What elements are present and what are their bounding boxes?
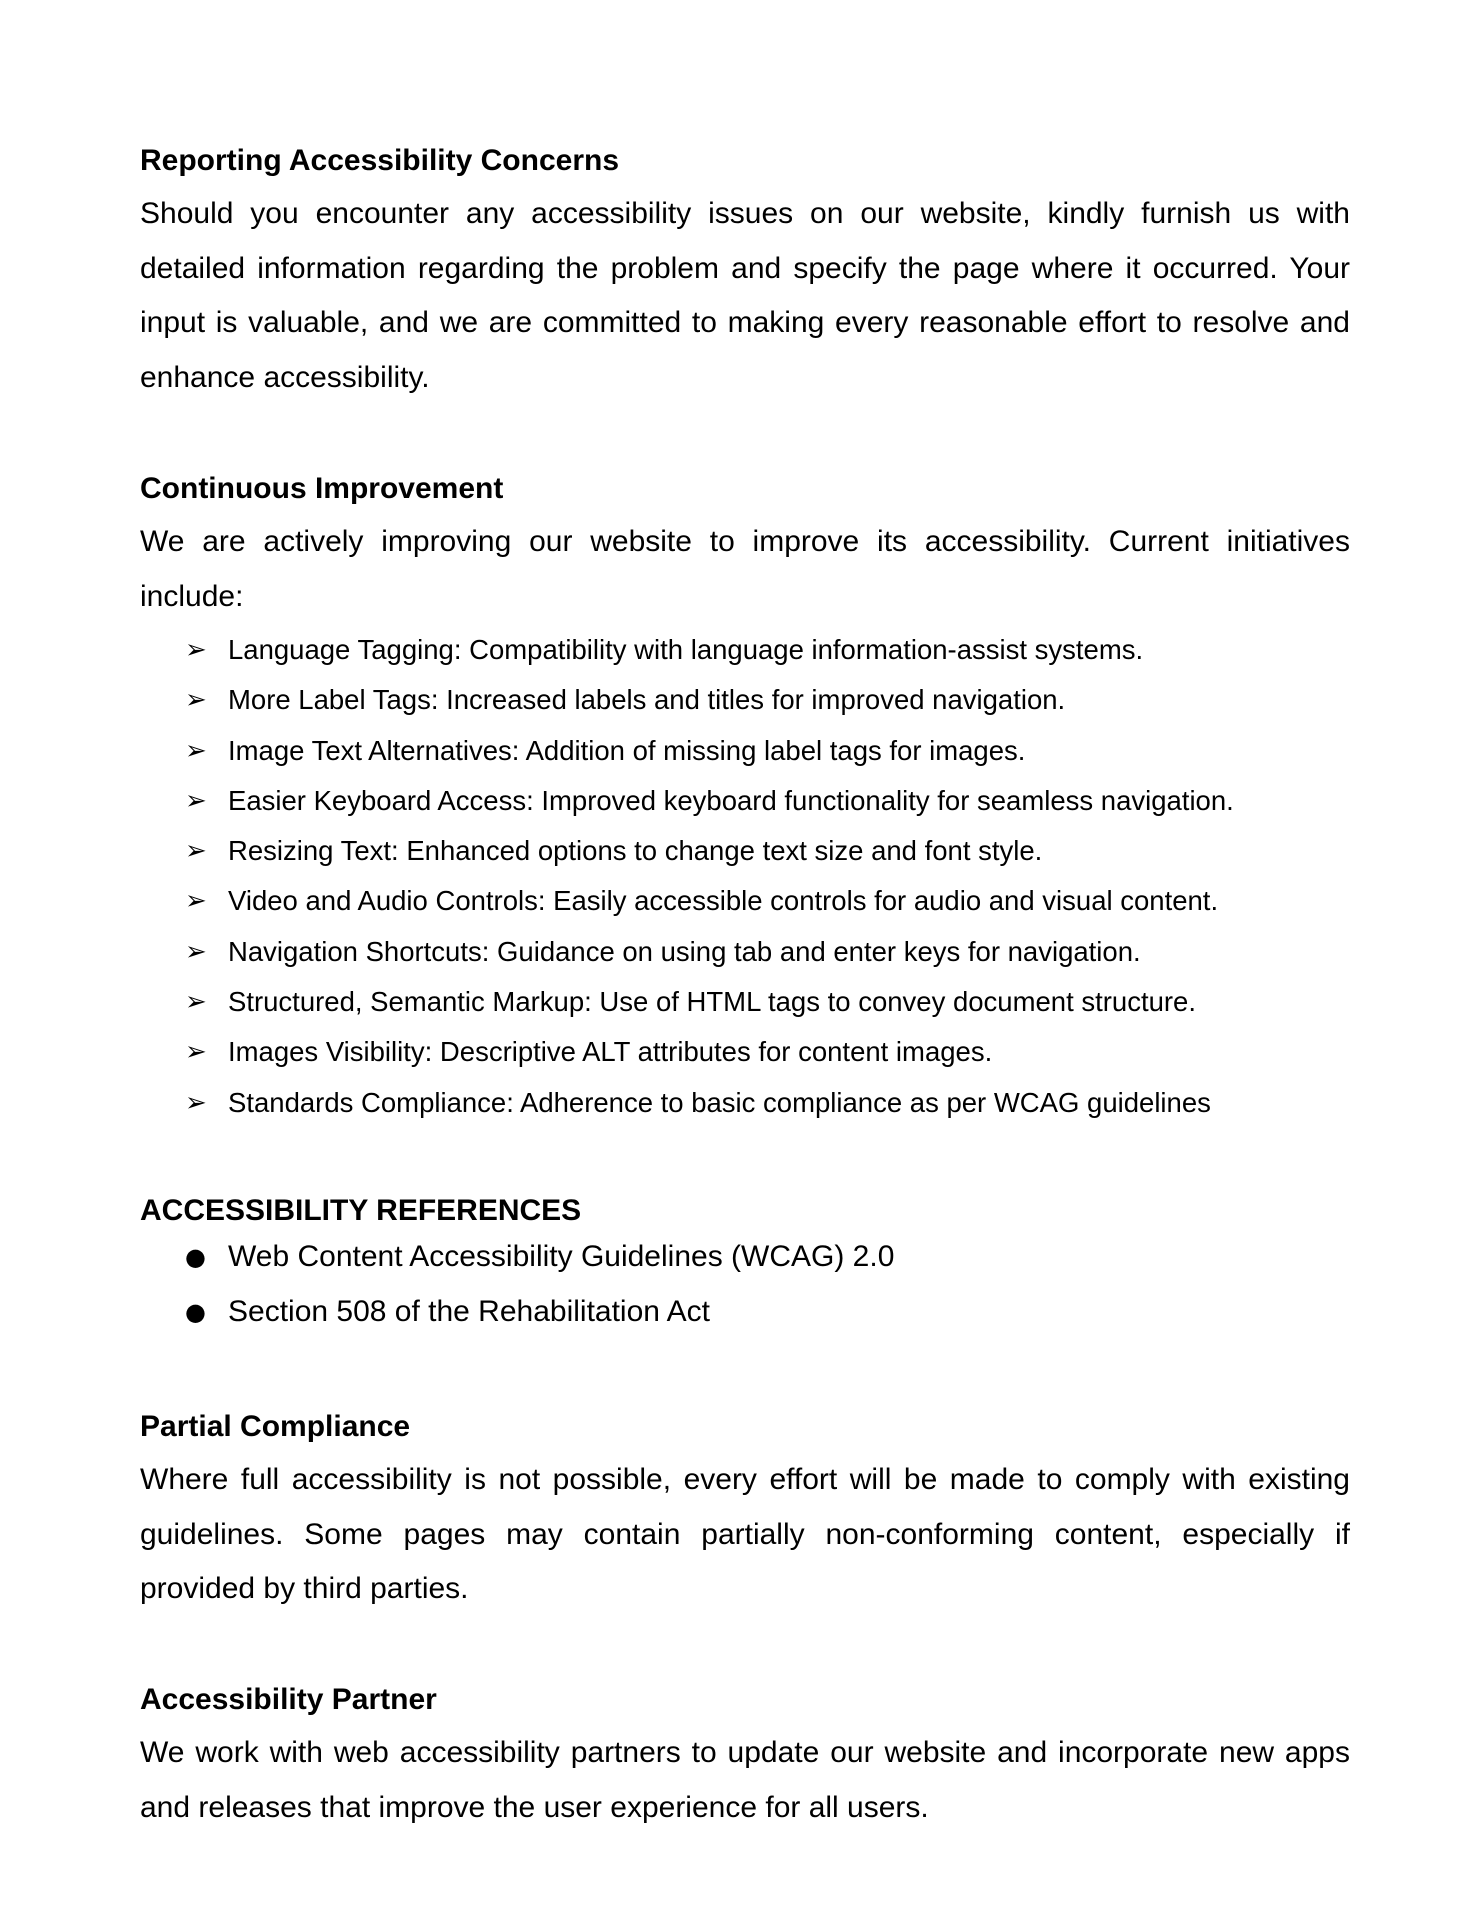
improvement-heading: Continuous Improvement — [140, 472, 504, 505]
arrow-bullet-icon: ➢ — [185, 785, 207, 816]
reference-text: Web Content Accessibility Guidelines (WCAG) 2.0 — [228, 1240, 895, 1273]
arrow-bullet-icon: ➢ — [185, 635, 207, 665]
partial-heading: Partial Compliance — [140, 1410, 411, 1443]
partner-paragraph: We work with web accessibility partners to update our website and incorporate new apps and releases that improve the user experience for all users. — [140, 1736, 1350, 1824]
arrow-bullet-icon: ➢ — [185, 936, 207, 967]
reference-text: Section 508 of the Rehabilitation Act — [228, 1295, 710, 1328]
initiative-text: Image Text Alternatives: Addition of missing label tags for images. — [228, 734, 1026, 766]
arrow-bullet-icon: ➢ — [185, 1087, 207, 1118]
arrow-bullet-icon: ➢ — [185, 886, 207, 917]
partial-paragraph: Where full accessibility is not possible, every effort will be made to comply with existing guidelines. Some pages may contain partially non-conforming content, especially if provided by third parties. — [140, 1463, 1350, 1605]
initiative-text: Standards Compliance: Adherence to basic compliance as per WCAG guidelines — [228, 1086, 1211, 1118]
dot-bullet-icon: ● — [185, 1243, 206, 1271]
arrow-bullet-icon: ➢ — [185, 987, 207, 1018]
initiative-text: Navigation Shortcuts: Guidance on using tab and enter keys for navigation. — [228, 935, 1141, 967]
references-heading: ACCESSIBILITY REFERENCES — [140, 1194, 582, 1227]
reporting-heading: Reporting Accessibility Concerns — [140, 144, 620, 177]
dot-bullet-icon: ● — [185, 1298, 206, 1326]
arrow-bullet-icon: ➢ — [185, 836, 207, 867]
initiative-text: Images Visibility: Descriptive ALT attributes for content images. — [228, 1036, 993, 1068]
partner-heading: Accessibility Partner — [140, 1683, 437, 1716]
initiative-text: Structured, Semantic Markup: Use of HTML tags to convey document structure. — [228, 986, 1196, 1018]
initiative-text: Resizing Text: Enhanced options to change text size and font style. — [228, 835, 1043, 867]
initiative-text: More Label Tags: Increased labels and titles for improved navigation. — [228, 684, 1066, 716]
reporting-paragraph: Should you encounter any accessibility issues on our website, kindly furnish us with detailed information regarding the problem and specify the page where it occurred. Your input is valuable, and we are committed to making every reasonable effort to resolve and enhance accessibility. — [140, 197, 1350, 394]
initiative-text: Language Tagging: Compatibility with language information-assist systems. — [228, 634, 1144, 665]
arrow-bullet-icon: ➢ — [185, 1037, 207, 1068]
arrow-bullet-icon: ➢ — [185, 685, 207, 716]
initiative-text: Easier Keyboard Access: Improved keyboard functionality for seamless navigation. — [228, 784, 1234, 816]
initiative-text: Video and Audio Controls: Easily accessible controls for audio and visual content. — [228, 885, 1219, 917]
improvement-paragraph: We are actively improving our website to improve its accessibility. Current initiatives include: — [140, 525, 1350, 613]
arrow-bullet-icon: ➢ — [185, 735, 207, 766]
